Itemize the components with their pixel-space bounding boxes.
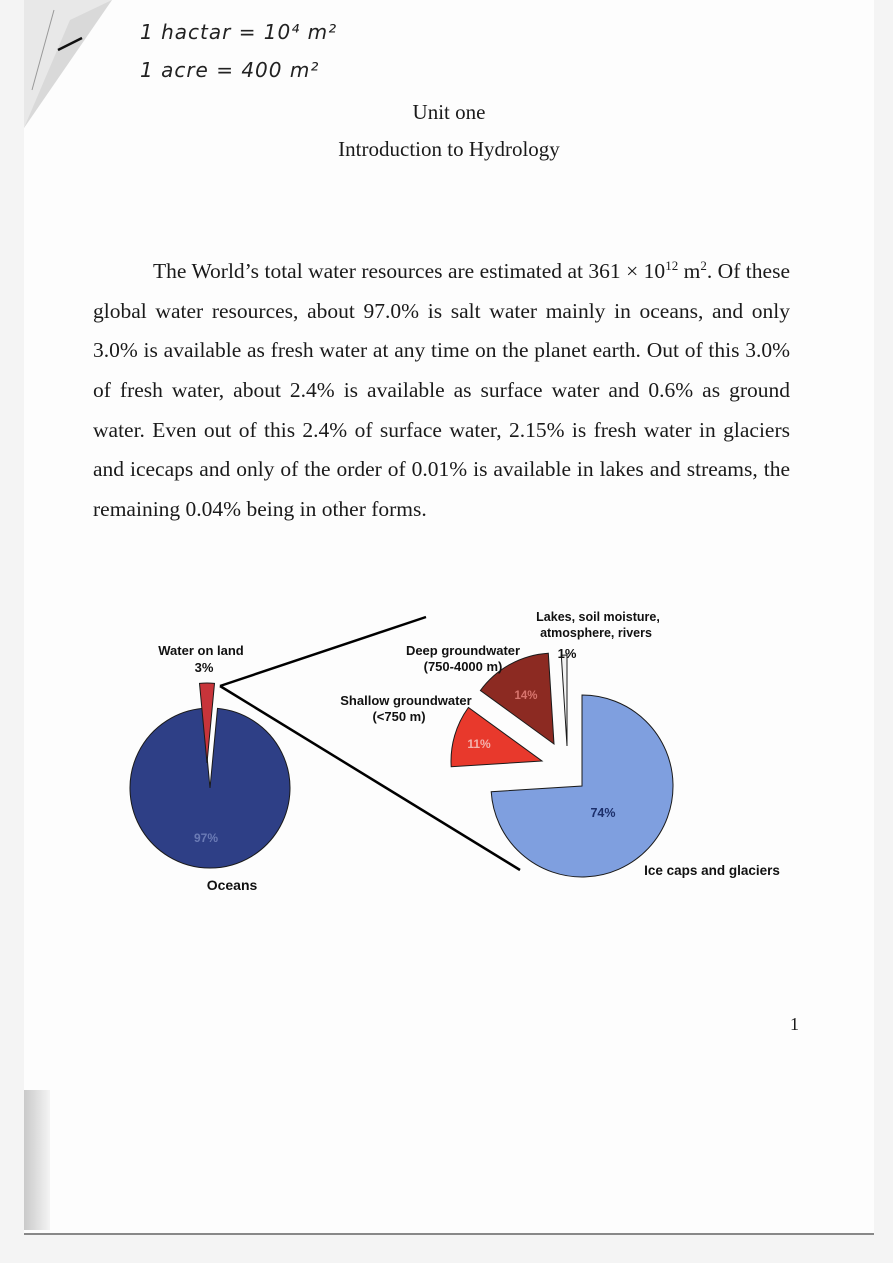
- label-water-on-land: Water on land: [158, 643, 244, 658]
- value-deep-groundwater: 14%: [514, 690, 538, 702]
- value-water-on-land: 3%: [194, 660, 214, 675]
- wedge-ice-caps: [491, 695, 673, 877]
- label-lakes: Lakes, soil moisture,: [536, 610, 660, 624]
- paragraph-text-1: The World’s total water resources are estimated at 361 × 10: [153, 259, 666, 284]
- unit-title: Unit one: [412, 100, 486, 124]
- handwritten-note-acre: 1 acre = 400 m²: [140, 58, 320, 82]
- page-number: 1: [790, 1014, 799, 1034]
- value-shallow-groundwater: 11%: [467, 737, 491, 751]
- wedge-lakes-rivers: [561, 655, 567, 746]
- value-oceans: 97%: [193, 831, 219, 845]
- label-shallow-groundwater: Shallow groundwater: [340, 693, 472, 708]
- label-deep-groundwater: Deep groundwater: [405, 643, 521, 658]
- pie-fresh-water: [451, 653, 673, 877]
- handwritten-note-hectare: 1 hactar = 10⁴ m²: [140, 20, 338, 44]
- label-deep-groundwater-depth: (750-4000 m): [423, 659, 503, 674]
- label-oceans: Oceans: [206, 877, 258, 893]
- paragraph-square: 2: [700, 258, 707, 273]
- paragraph-text-3: . Of these global water resources, about 97.0% is salt water mainly in oceans, and only 3.0% is available as fresh water at any time on the planet earth. Out of this 3.0% of fresh water, about 2.4% is available as surface water and 0.6% as ground water. Even out of this 2.4% of surface water, 2.15% is fresh water in glaciers and icecaps and only of the order of 0.01% is available in lakes and streams, the remaining 0.04% being in other forms.: [93, 259, 790, 521]
- label-shallow-groundwater-depth: (<750 m): [372, 709, 426, 724]
- value-ice-caps: 74%: [590, 806, 616, 820]
- connector-line-top: [220, 617, 426, 686]
- paragraph-text-2: m: [678, 259, 701, 284]
- label-lakes-line2: atmosphere, rivers: [540, 626, 652, 640]
- value-lakes: 1%: [557, 646, 577, 661]
- label-ice-caps: Ice caps and glaciers: [644, 863, 780, 878]
- paragraph-exponent: 12: [665, 258, 679, 273]
- chapter-title: Introduction to Hydrology: [338, 137, 560, 161]
